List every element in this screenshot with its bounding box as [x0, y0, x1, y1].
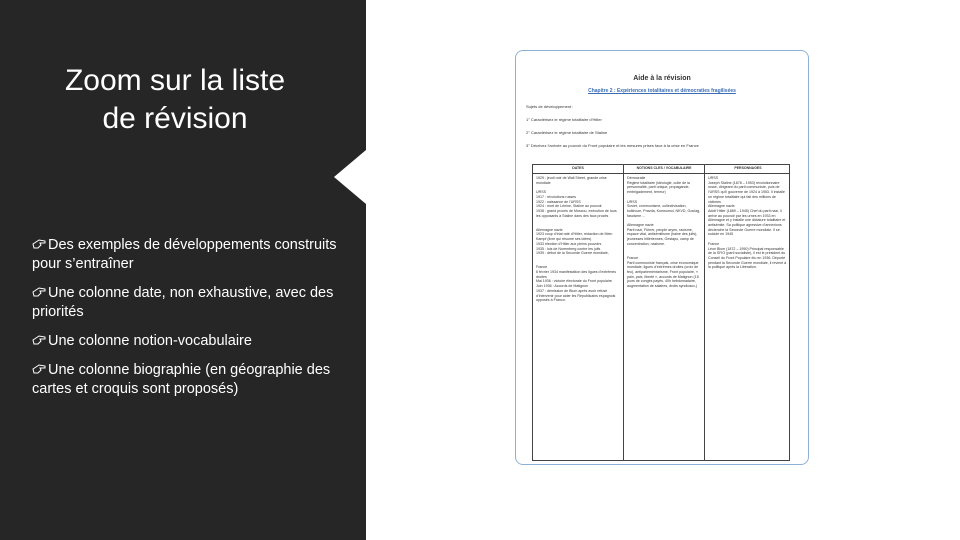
- cell-notions: Démocratie Régime totalitaire (idéologie, culte de la personnalité, parti unique, propagande, embrigadement, terreur) URSS Soviet, communisme, collectivisation, kolkhoze, Pravda, Komsomol, NKVD, Goulag, fascisme ... Allemagne nazie Parti nazi, Führer, peuple aryen, racisme, espace vital, antisémitisme (haine des juifs), jeunesses hitlériennes, Gestapo, camp de concentration, nazisme. France Parti communiste français, crise économique mondiale, ligues d’extrêmes droites (croix de feu), antiparlementarisme, Front populaire, « pain, paix, liberté », accords de Matignon (15 jours de congés payés, 40h hebdomadaire, augmentation de salaires, droits syndicaux,): [627, 176, 701, 289]
- cell-persons: URSS Joseph Staline (1878 – 1953) révolutionnaire russe, dirigeant du parti communiste, puis de l’URSS qu’il gouverne de 1924 à 1953. Il installe un régime totalitaire qui fait des millions de victimes Allemagne nazie Adolf Hitler (1889 – 1945) Chef du parti nazi, il arrive au pouvoir par les urnes en 1933 en Allemagne et y installe une dictature totalitaire et antisémite. Sa politique agressive d’annexions déclenche la Seconde Guerre mondiale. Il se suicide en 1945 France Léon Blum (1872 – 1950) Principal responsable de la SFIO (parti socialiste), il est le président du Conseil du Front Populaire élu en 1936. Déporté pendant la Seconde Guerre mondiale, il revient à la politique après la Libération.: [708, 176, 787, 270]
- document-chapter: Chapitre 2 : Expériences totalitaires et démocraties fragilisées: [588, 88, 736, 94]
- document-line: 3° Décrivez l’arrivée au pouvoir du Front populaire et les mesures prises face à la crise en France: [526, 143, 699, 148]
- document-title: Aide à la révision: [633, 75, 691, 82]
- bullet-list: [32, 236, 342, 409]
- cell-dates: 1929 : jeudi noir de Wall Street, grande crise mondiale URSS 1917 : révolutions russes 1922 : naissance de l’URSS 1924 : mort de Lénine, Staline au pouvoir 1938 : grand procès de Moscou, exécution de tous les opposants à Staline dans des faux procès Allemagne nazie 1923 coup d’état raté d’Hitler, rédaction de Mein Kampf (livre qui résume ses idées) 1933 élection d’Hitler aux pleins pouvoirs 1935 : lois de Nuremberg contre les juifs 1939 : début de la Seconde Guerre mondiale, France 6 février 1934 manifestation des ligues d’extrêmes droites Mai 1936 : victoire électorale du Front populaire Juin 1936 : Accords de Matignon 1937 : démission de Blum après avoir refusé d’intervenir pour aider les Républicains espagnols opposés à Franco.: [536, 176, 617, 303]
- column-divider: [704, 165, 705, 460]
- hand-pointer-icon: [32, 363, 46, 375]
- hand-pointer-icon: [32, 334, 46, 346]
- document-image-frame: [515, 50, 809, 465]
- hand-pointer-icon: [32, 238, 46, 250]
- panel-notch-cutout: [334, 150, 366, 204]
- slide-title-line1: Zoom sur la liste: [64, 64, 286, 97]
- bullet-item: [32, 284, 342, 322]
- bullet-text: Une colonne date, non exhaustive, avec des priorités: [32, 285, 334, 320]
- bullet-text: Des exemples de développements construits pour s’entraîner: [32, 237, 337, 272]
- revision-document: [526, 61, 798, 303]
- bullet-text: Une colonne biographie (en géographie des cartes et croquis sont proposés): [32, 362, 331, 397]
- header-persons: PERSONNAGES: [734, 166, 762, 170]
- bullet-item: [32, 361, 342, 399]
- revision-table: [532, 164, 790, 461]
- column-divider: [623, 165, 624, 460]
- slide-title-line2: de révision: [102, 102, 248, 135]
- header-dates: DATES: [572, 166, 584, 170]
- document-line: 1° Caractérisez le régime totalitaire d’Hitler: [526, 117, 602, 122]
- document-line: Sujets de développement :: [526, 104, 574, 109]
- hand-pointer-icon: [32, 286, 46, 298]
- bullet-text: Une colonne notion-vocabulaire: [48, 333, 252, 349]
- bullet-item: [32, 236, 342, 274]
- slide-title: [20, 62, 330, 138]
- header-notions: NOTIONS CLES / VOCABULAIRE: [636, 166, 692, 170]
- document-subjects: [526, 104, 798, 148]
- document-line: 2° Caractérisez le régime totalitaire de Staline: [526, 130, 608, 135]
- bullet-item: [32, 332, 342, 351]
